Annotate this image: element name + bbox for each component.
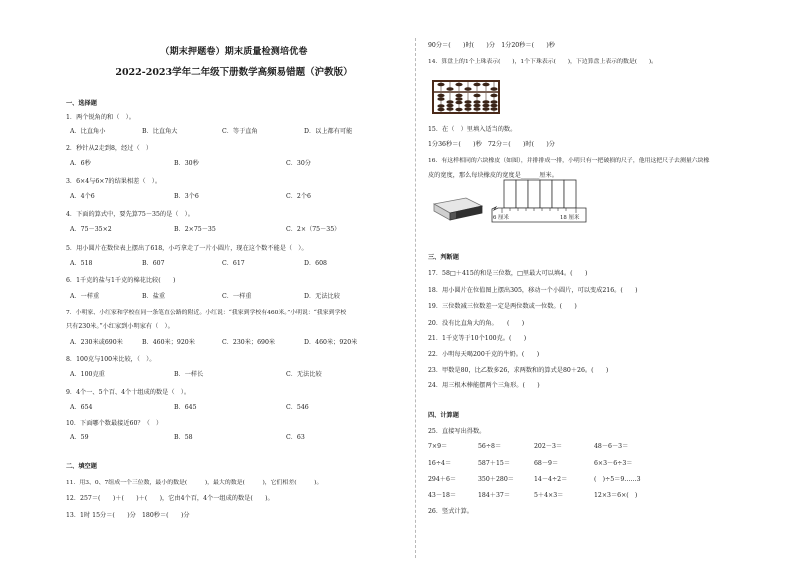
exam-subtitle: 2022-2023学年二年级下册数学高频易错题（沪教版）: [115, 67, 353, 78]
section-calc: 四、计算题: [428, 412, 459, 419]
option: B．645: [174, 404, 197, 411]
question-5-options: [70, 260, 327, 268]
question-7-cont: 只有230米。”小红家到小明家有（ ）。: [66, 323, 174, 330]
option: C．无法比较: [286, 371, 322, 378]
option: C．230米；690米: [222, 339, 276, 346]
question-4: 4．下面的算式中，要先算75－35的是（ ）。: [66, 211, 194, 218]
question-26: 26．竖式计算。: [428, 508, 473, 515]
option: A．518: [70, 260, 93, 267]
question-3: 3．6×4与6×7的结果相差（ ）。: [66, 178, 162, 185]
option: B．460米；920米: [142, 339, 195, 346]
option: C．2×（75－35）: [286, 226, 341, 233]
option: A．654: [70, 404, 93, 411]
option: C．30分: [286, 160, 311, 167]
calc-row: [428, 492, 644, 500]
eraser-image: [430, 196, 486, 222]
calc-item: 14－4÷2＝: [534, 476, 568, 483]
question-13: 13．1时 15分＝( )分 180秒＝( )分: [66, 512, 190, 519]
question-17: 17．58□＋415的和是三位数，□里最大可以填4。( ): [428, 270, 588, 277]
question-7: 7．小明家、小红家和学校在同一条笔直公路的附近。小红说：“我家到学校有460米。”小明说：“我家到学校: [66, 310, 347, 316]
question-8: 8．100克与100米比较，（ ）。: [66, 356, 156, 363]
option: C．等于直角: [222, 128, 258, 135]
calc-item: 7×9＝: [428, 443, 448, 450]
option: B．盐重: [142, 293, 166, 300]
question-24: 24．用三根木棒能摆两个三角形。( ): [428, 382, 540, 389]
option: A．6秒: [70, 160, 91, 167]
question-15: 15．在（ ）里填入适当的数。: [428, 126, 517, 133]
calc-row: [428, 460, 644, 468]
calc-item: 16÷4＝: [428, 460, 452, 467]
calc-item: 202－3＝: [534, 443, 563, 450]
ruler-left-label: 6 厘米: [493, 215, 509, 221]
question-13-cont: 90分＝( )时( )分 1分20秒＝( )秒: [428, 42, 555, 49]
calc-item: 350＋280＝: [478, 476, 514, 483]
question-11: 11．用3、0、7组成一个三位数，最小的数是( )，最大的数是( )，它们相差( )。: [66, 480, 323, 486]
option: A．4个6: [70, 193, 95, 200]
option: C．63: [286, 434, 305, 441]
question-9: 9．4个一、5个百、4个十组成的数是（ ）。: [66, 389, 191, 396]
calc-item: 48－6－3＝: [594, 443, 629, 450]
calc-item: 184＋37＝: [478, 492, 511, 499]
question-5: 5．用小圆片在数位表上摆出了618，小巧拿走了一片小圆片，现在这个数不能是（ ）。: [66, 245, 308, 252]
question-22: 22．小明每天喝200千克的牛奶。( ): [428, 351, 540, 358]
question-2: 2．秒针从2走到8，经过（ ）: [66, 145, 153, 152]
calc-row: [428, 443, 644, 451]
page-divider: [415, 38, 416, 558]
question-16: 16．有这样相同的六块橡皮（如图），并排排成一排，小明只有一把破损的尺子，他用这把尺子去测量六块橡: [428, 158, 710, 164]
option: D．460米；920米: [304, 339, 358, 346]
option: A．230米或690米: [70, 339, 123, 346]
option: A．75－35×2: [70, 226, 112, 233]
question-21: 21．1千克等于10个100克。( ): [428, 335, 527, 342]
question-20: 20．没有比直角大的角。 ( ): [428, 320, 525, 327]
question-14: 14．算盘上的1个上珠表示( )，1个下珠表示( )，下边算盘上表示的数是( )。: [428, 59, 658, 65]
option: C．一样重: [222, 293, 252, 300]
option: C．2个6: [286, 193, 311, 200]
question-12: 12．257＝( )＋( )＋( )，它由4个百，4个一组成的数是( )。: [66, 495, 274, 502]
question-19: 19．三位数减三位数差一定是两位数或一位数。( ): [428, 303, 577, 310]
calc-item: 6×3－6÷3＝: [594, 460, 633, 467]
calc-item: 294＋6＝: [428, 476, 457, 483]
option: B．2×75－35: [174, 226, 216, 233]
question-8-options: [70, 371, 322, 379]
calc-row: [428, 476, 644, 484]
option: A．一样重: [70, 293, 100, 300]
option: B．一样长: [174, 371, 204, 378]
calc-item: 68－9＝: [534, 460, 559, 467]
option: B．比直角大: [142, 128, 178, 135]
question-10-options: [70, 434, 305, 442]
option: B．30秒: [174, 160, 199, 167]
question-6: 6．1千克的盐与1千克的棉花比较( ): [66, 277, 176, 284]
question-23: 23．甲数是80，比乙数多26，求两数和的算式是80＋26。( ): [428, 367, 609, 374]
section-choice: 一、选择题: [66, 100, 97, 107]
question-4-options: [70, 226, 340, 234]
question-9-options: [70, 404, 309, 412]
calc-item: ( )÷5＝9……3: [594, 476, 641, 483]
question-18: 18．用小圆片在位值图上摆出305，移动一个小圆片，可以变成216。( ): [428, 287, 638, 294]
option: A．比直角小: [70, 128, 106, 135]
question-16-cont: 皮的宽度，那么每块橡皮的宽度是______厘米。: [428, 172, 558, 179]
calc-item: 56÷8＝: [478, 443, 502, 450]
question-15-items: 1分36秒＝( )秒 72分＝( )时( )分: [428, 141, 555, 148]
question-1-options: [70, 128, 352, 136]
calc-item: 5＋4×3＝: [534, 492, 564, 499]
option: C．617: [222, 260, 245, 267]
question-25: 25．直接写出得数。: [428, 428, 486, 435]
option: D．无法比较: [304, 293, 340, 300]
question-1: 1．两个锐角的和（ ）。: [66, 114, 135, 121]
calc-item: 587＋15＝: [478, 460, 511, 467]
option: B．3个6: [174, 193, 199, 200]
exam-title: （期末押题卷）期末质量检测培优卷: [160, 47, 308, 57]
option: D．以上都有可能: [304, 128, 353, 135]
option: B．58: [174, 434, 193, 441]
calc-item: 43－18＝: [428, 492, 457, 499]
ruler-figure: [490, 176, 588, 226]
question-3-options: [70, 193, 311, 201]
question-10: 10．下面哪个数最接近60？（ ）: [66, 420, 163, 427]
question-2-options: [70, 160, 311, 168]
section-judge: 三、判断题: [428, 254, 459, 261]
option: B．607: [142, 260, 165, 267]
calc-item: 12×3＝6×( ): [594, 492, 638, 499]
option: A．59: [70, 434, 89, 441]
abacus-image: [432, 80, 500, 114]
section-fill: 二、填空题: [66, 463, 97, 470]
option: A．100克重: [70, 371, 105, 378]
question-6-options: [70, 293, 340, 301]
question-7-options: [70, 339, 357, 347]
option: C．546: [286, 404, 309, 411]
option: D．608: [304, 260, 327, 267]
ruler-right-label: 18 厘米: [560, 215, 580, 221]
